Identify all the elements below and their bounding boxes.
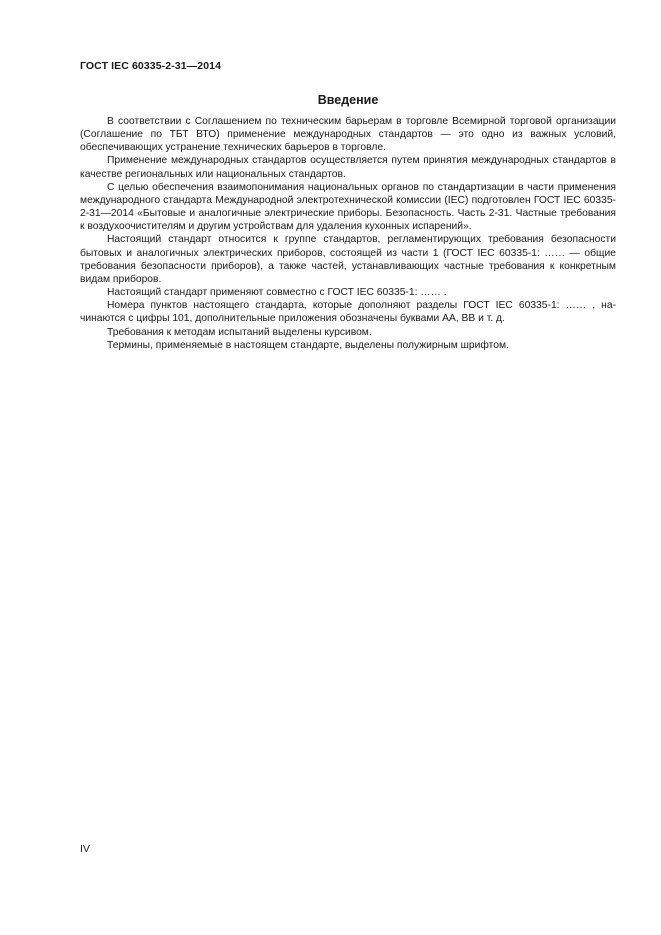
page-header-standard-code: ГОСТ IEC 60335-2-31—2014 [80, 60, 222, 72]
paragraph: Требования к методам испытаний выделены курсивом. [107, 326, 372, 338]
page-number: IV [80, 843, 90, 855]
introduction-body [80, 115, 616, 352]
paragraph: С целью обеспечения взаимопонимания национальных органов по стандартизации в части применения международного стандарта Международной электротехнической комиссии (IEC) подготовлен ГОСТ IEC 60335-2-31—2014 «Бытовые и аналогичные электрические приборы. Безопасность. Часть 2-31. Частные требования к воздухоочистителям и другим устройствам для удаления кухонных испарений». [80, 181, 616, 233]
paragraph: Применение международных стандартов осуществляется путем принятия международных стандартов в качестве региональных или национальных стандартов. [80, 155, 616, 180]
paragraph: Настоящий стандарт относится к группе стандартов, регламентирующих требования безопасности бытовых и аналогичных электрических приборов, состоящей из части 1 (ГОСТ IEC 60335-1: …… — общие требования безопасности приборов), а также частей, устанавливающих частные требования к конкретным видам приборов. [80, 234, 616, 285]
paragraph: Номера пунктов настоящего стандарта, которые дополняют разделы ГОСТ IEC 60335-1: …… , начинаются с цифры 101, дополнительные приложения обозначены буквами АА, ВВ и т. д. [80, 300, 616, 325]
paragraph: Термины, применяемые в настоящем стандарте, выделены полужирным шрифтом. [107, 339, 509, 351]
paragraph: В соответствии с Соглашением по техническим барьерам в торговле Всемирной торговой организации (Соглашение по ТБТ ВТО) применение международных стандартов — это одно из важных условий, обеспечивающих устранение технических барьеров в торговле. [80, 116, 616, 154]
section-title: Введение [317, 93, 379, 107]
paragraph: Настоящий стандарт применяют совместно с ГОСТ IEC 60335-1: …… . [107, 287, 447, 299]
